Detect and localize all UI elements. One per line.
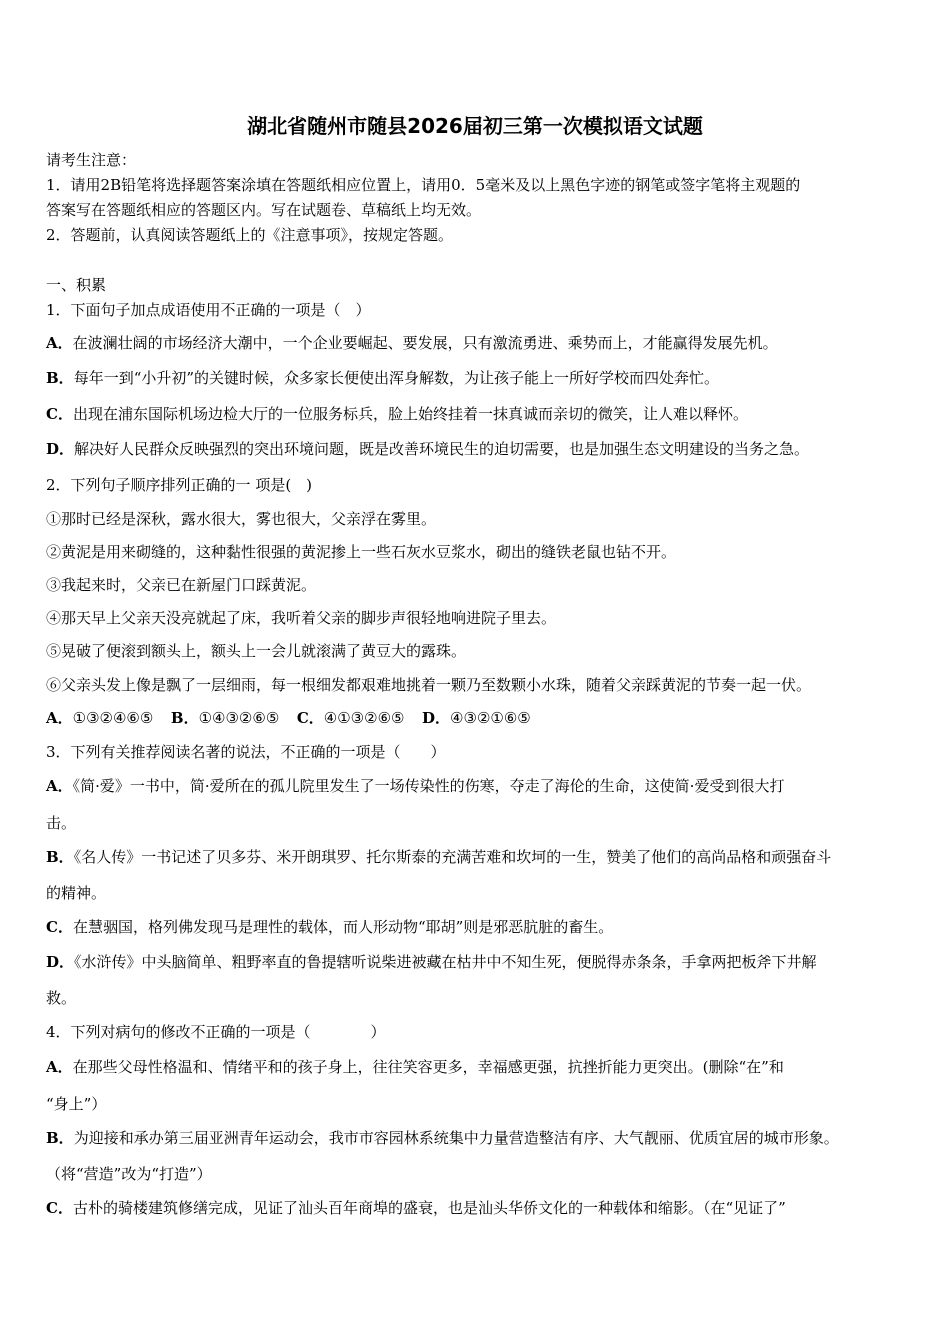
option-label: A．: [46, 334, 73, 352]
question-1-option-a: [46, 333, 778, 353]
exam-title: 湖北省随州市随县2026届初三第一次模拟语文试题: [247, 114, 703, 138]
notice-item-1-line-1: 1．请用2B铅笔将选择题答案涂填在答题纸相应位置上，请用0．5毫米及以上黑色字迹的钢笔或签字笔将主观题的: [46, 176, 801, 194]
option-label: C．: [46, 405, 73, 423]
choice-text: ④③②①⑥⑤: [450, 709, 531, 727]
question-2-sentence-5: ⑤晃破了便滚到额头上，额头上一会儿就滚满了黄豆大的露珠。: [46, 642, 467, 660]
question-2-sentence-6: ⑥父亲头发上像是飘了一层细雨，每一根细发都艰难地挑着一颗乃至数颗小水珠，随着父亲踩黄泥的节奏一起一伏。: [46, 676, 812, 694]
option-label: D．: [46, 440, 75, 458]
option-text: 《名人传》一书记述了贝多芬、米开朗琪罗、托尔斯泰的充满苦难和坎坷的一生，赞美了他们的高尚品格和顽强奋斗: [73, 848, 832, 866]
option-text: 每年一到“小升初”的关键时候，众多家长便使出浑身解数，为让孩子能上一所好学校而四处奔忙。: [73, 369, 720, 387]
choice-text: ①③②④⑥⑤: [72, 709, 154, 727]
option-text: 在波澜壮阔的市场经济大潮中，一个企业要崛起、要发展，只有激流勇进、乘势而上，才能赢得发展先机。: [72, 334, 778, 352]
option-text: 解决好人民群众反映强烈的突出环境问题，既是改善环境民生的迫切需要，也是加强生态文明建设的当务之急。: [74, 440, 810, 458]
question-1-option-c: [46, 404, 748, 424]
notice-item-2: 2．答题前，认真阅读答题纸上的《注意事项》，按规定答题。: [46, 226, 454, 244]
question-1-prompt: 1．下面句子加点成语使用不正确的一项是（ ）: [46, 301, 371, 319]
option-text: 为迎接和承办第三届亚洲青年运动会，我市市容园林系统集中力量营造整洁有序、大气靓丽、优质宜居的城市形象。: [73, 1129, 839, 1147]
question-2-prompt: 2．下列句子顺序排列正确的一 项是( ): [46, 476, 313, 494]
question-4-option-b-cont: （将“营造”改为“打造”）: [46, 1165, 212, 1183]
question-4-prompt: 4．下列对病句的修改不正确的一项是（ ）: [46, 1023, 386, 1041]
question-2-sentence-3: ③我起来时，父亲已在新屋门口踩黄泥。: [46, 576, 317, 594]
choice-text: ④①③②⑥⑤: [323, 709, 405, 727]
question-3-option-a-cont: 击。: [46, 814, 77, 832]
choice-label: D．: [422, 709, 451, 727]
option-label: B．: [46, 1129, 74, 1147]
question-2-sentence-2: ②黄泥是用来砌缝的，这种黏性很强的黄泥掺上一些石灰水豆浆水，砌出的缝铁老鼠也钻不开。: [46, 543, 677, 561]
option-label: B．: [46, 848, 74, 866]
option-label: B．: [46, 369, 74, 387]
option-label: A．: [46, 777, 73, 795]
question-3-prompt: 3．下列有关推荐阅读名著的说法，不正确的一项是（ ）: [46, 743, 446, 761]
option-text: 在那些父母性格温和、情绪平和的孩子身上，往往笑容更多，幸福感更强，抗挫折能力更突出。(删除“在”和: [72, 1058, 784, 1076]
question-1-option-b: [46, 368, 719, 388]
option-text: 古朴的骑楼建筑修缮完成，见证了汕头百年商埠的盛衰，也是汕头华侨文化的一种载体和缩影。（在“见证了”: [72, 1199, 786, 1217]
question-3-option-b-cont: 的精神。: [46, 884, 107, 902]
notice-heading: 请考生注意：: [46, 151, 137, 169]
choice-text: ①④③②⑥⑤: [198, 709, 280, 727]
question-3-option-b: [46, 847, 831, 867]
option-text: 在慧骃国，格列佛发现马是理性的载体，而人形动物“耶胡”则是邪恶肮脏的畜生。: [72, 918, 614, 936]
option-label: A．: [46, 1058, 73, 1076]
question-1-option-d: [46, 439, 809, 459]
question-3-option-a: [46, 776, 784, 796]
question-4-option-a: [46, 1057, 784, 1077]
question-3-option-d: [46, 952, 817, 972]
question-2-sentence-4: ④那天早上父亲天没亮就起了床，我听着父亲的脚步声很轻地响进院子里去。: [46, 609, 557, 627]
question-3-option-c: [46, 917, 613, 937]
option-text: 出现在浦东国际机场边检大厅的一位服务标兵，脸上始终挂着一抹真诚而亲切的微笑，让人难以释怀。: [72, 405, 748, 423]
option-label: D．: [46, 953, 75, 971]
choice-label: A．: [46, 709, 73, 727]
question-4-option-a-cont: “身上”）: [46, 1095, 107, 1113]
question-2-choices: [46, 708, 531, 728]
option-label: C．: [46, 1199, 73, 1217]
notice-item-1-line-2: 答案写在答题纸相应的答题区内。写在试题卷、草稿纸上均无效。: [46, 201, 482, 219]
option-text: 《水浒传》中头脑简单、粗野率直的鲁提辖听说柴进被藏在枯井中不知生死，便脱得赤条条，手拿两把板斧下井解: [74, 953, 817, 971]
question-2-sentence-1: ①那时已经是深秋，露水很大，雾也很大，父亲浮在雾里。: [46, 510, 437, 528]
choice-label: C．: [296, 709, 324, 727]
question-4-option-b: [46, 1128, 839, 1148]
section-heading: 一、积累: [46, 276, 107, 294]
choice-label: B．: [170, 709, 199, 727]
option-label: C．: [46, 918, 73, 936]
question-4-option-c: [46, 1198, 786, 1218]
question-3-option-d-cont: 救。: [46, 989, 77, 1007]
option-text: 《简·爱》一书中，简·爱所在的孤儿院里发生了一场传染性的伤寒，夺走了海伦的生命，这使简·爱受到很大打: [72, 777, 785, 795]
